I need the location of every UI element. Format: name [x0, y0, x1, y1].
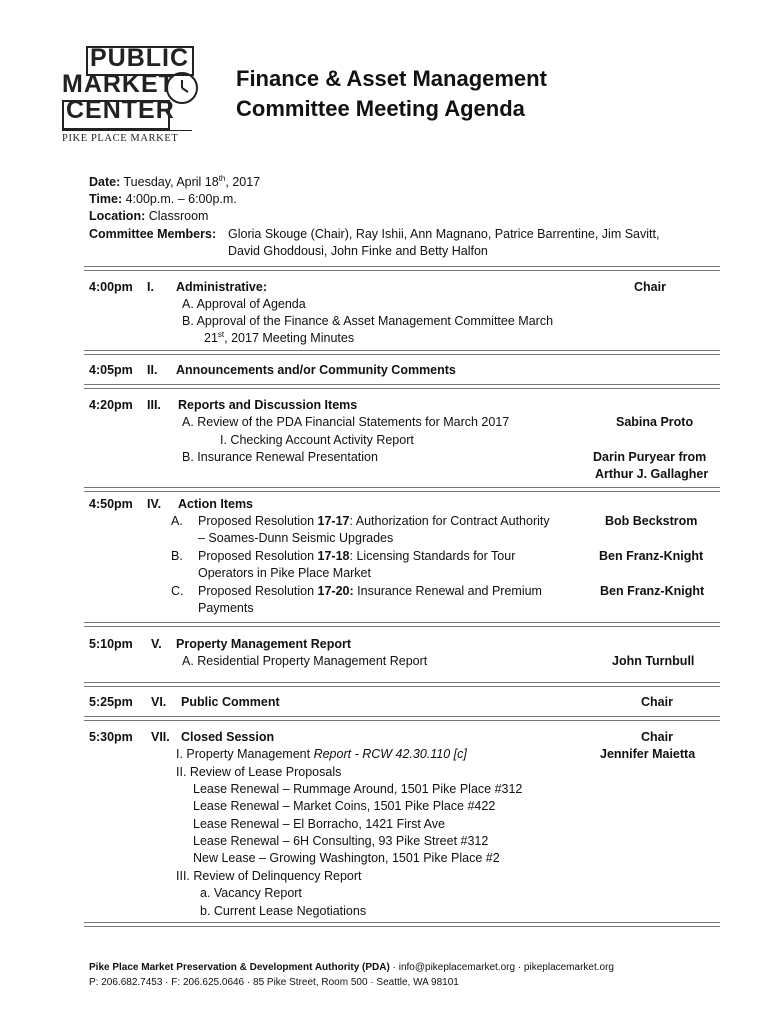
- sub-item-label: I. Property Management: [176, 747, 314, 761]
- sub-item-continued: [204, 330, 354, 347]
- meeting-location: [89, 208, 208, 225]
- resolution-prefix: Proposed Resolution: [198, 584, 318, 598]
- sub-item: B. Insurance Renewal Presentation: [182, 450, 378, 464]
- logo-word-public: PUBLIC: [90, 44, 190, 72]
- item-number: V.: [151, 637, 162, 651]
- time-value: 4:00p.m. – 6:00p.m.: [122, 192, 237, 206]
- logo-subtitle: PIKE PLACE MARKET: [62, 130, 192, 144]
- page-title: [236, 64, 547, 124]
- sub-item: A. Approval of Agenda: [182, 297, 306, 311]
- item-time: 5:30pm: [89, 730, 133, 744]
- item-presenter: Ben Franz-Knight: [600, 584, 705, 598]
- resolution-number: 17-18: [317, 549, 350, 563]
- sub-item: [198, 548, 515, 565]
- location-label: Location:: [89, 209, 146, 223]
- item-time: 4:50pm: [89, 497, 133, 511]
- sub-item-letter: B.: [171, 549, 183, 563]
- date-year: , 2017: [225, 175, 261, 189]
- item-heading: Public Comment: [181, 695, 280, 709]
- divider: [84, 266, 720, 271]
- item-presenter-continued: Arthur J. Gallagher: [595, 467, 709, 481]
- sub-item-continued: Operators in Pike Place Market: [198, 566, 371, 580]
- item-presenter: Bob Beckstrom: [605, 514, 698, 528]
- item-time: 5:10pm: [89, 637, 133, 651]
- meeting-date: [89, 174, 260, 191]
- clock-icon: [166, 72, 198, 104]
- date-label: Date:: [89, 175, 121, 189]
- sub-item: A. Review of the PDA Financial Statements for March 2017: [182, 415, 510, 429]
- item-time: 4:05pm: [89, 363, 133, 377]
- sub-sub-item: b. Current Lease Negotiations: [200, 904, 367, 918]
- logo-word-center: CENTER: [66, 96, 175, 124]
- members-label: Committee Members:: [89, 227, 217, 241]
- sub-sub-item: I. Checking Account Activity Report: [220, 433, 414, 447]
- lease-item: Lease Renewal – El Borracho, 1421 First Ave: [193, 817, 445, 831]
- resolution-title: Insurance Renewal and Premium: [353, 584, 542, 598]
- sub-item-continued: – Soames-Dunn Seismic Upgrades: [198, 531, 394, 545]
- sub-sub-item: a. Vacancy Report: [200, 886, 302, 900]
- minutes-day-sup: st: [217, 329, 225, 339]
- location-value: Classroom: [145, 209, 209, 223]
- meeting-time: [89, 191, 237, 208]
- sub-item: II. Review of Lease Proposals: [176, 765, 342, 779]
- lease-item: Lease Renewal – Market Coins, 1501 Pike Place #422: [193, 799, 496, 813]
- item-number: VI.: [151, 695, 167, 709]
- item-number: IV.: [147, 497, 162, 511]
- item-heading: Closed Session: [181, 730, 275, 744]
- item-presenter: Darin Puryear from: [593, 450, 707, 464]
- footer-line-2: P: 206.682.7453 · F: 206.625.0646 · 85 Pike Street, Room 500 · Seattle, WA 98101: [89, 977, 459, 988]
- sub-item-citation: Report - RCW 42.30.110 [c]: [313, 747, 467, 761]
- sub-item: [176, 746, 467, 763]
- sub-item: III. Review of Delinquency Report: [176, 869, 362, 883]
- sub-item: A. Residential Property Management Report: [182, 654, 428, 668]
- footer-line-1: [89, 962, 614, 973]
- divider: [84, 682, 720, 687]
- item-presenter: Chair: [634, 280, 666, 294]
- divider: [84, 716, 720, 721]
- title-line-1: Finance & Asset Management: [236, 66, 547, 91]
- item-heading: Reports and Discussion Items: [178, 398, 358, 412]
- item-number: VII.: [151, 730, 170, 744]
- item-time: 4:20pm: [89, 398, 133, 412]
- sub-item-letter: C.: [171, 584, 184, 598]
- minutes-day: 21: [204, 331, 218, 345]
- sub-item: [198, 513, 550, 530]
- item-presenter: Ben Franz-Knight: [599, 549, 704, 563]
- sub-item: [198, 583, 542, 600]
- resolution-number: 17-17: [317, 514, 350, 528]
- item-presenter-secondary: Jennifer Maietta: [600, 747, 696, 761]
- divider: [84, 487, 720, 492]
- resolution-title: : Authorization for Contract Authority: [349, 514, 550, 528]
- item-heading: Announcements and/or Community Comments: [176, 363, 456, 377]
- item-presenter: John Turnbull: [612, 654, 695, 668]
- date-value: Tuesday, April 18: [120, 175, 219, 189]
- lease-item: Lease Renewal – Rummage Around, 1501 Pike Place #312: [193, 782, 523, 796]
- logo-word-market: MARKET: [62, 70, 175, 98]
- item-presenter: Chair: [641, 730, 673, 744]
- item-presenter: Chair: [641, 695, 673, 709]
- members-line-1: Gloria Skouge (Chair), Ray Ishii, Ann Magnano, Patrice Barrentine, Jim Savitt,: [228, 227, 660, 241]
- date-sup: th: [218, 173, 226, 183]
- divider: [84, 350, 720, 355]
- divider: [84, 622, 720, 627]
- item-number: I.: [147, 280, 154, 294]
- resolution-title: : Licensing Standards for Tour: [349, 549, 516, 563]
- footer-contact: · info@pikeplacemarket.org · pikeplacemarket.org: [389, 962, 614, 973]
- resolution-number: 17-20:: [317, 584, 354, 598]
- sub-item: B. Approval of the Finance & Asset Management Committee March: [182, 314, 554, 328]
- item-heading: Property Management Report: [176, 637, 352, 651]
- item-heading: Action Items: [178, 497, 254, 511]
- footer-org: Pike Place Market Preservation & Development Authority (PDA): [89, 962, 390, 973]
- resolution-prefix: Proposed Resolution: [198, 549, 318, 563]
- item-number: II.: [147, 363, 158, 377]
- title-line-2: Committee Meeting Agenda: [236, 96, 525, 121]
- divider: [84, 922, 720, 927]
- resolution-prefix: Proposed Resolution: [198, 514, 318, 528]
- sub-item-letter: A.: [171, 514, 183, 528]
- item-time: 5:25pm: [89, 695, 133, 709]
- item-heading: Administrative:: [176, 280, 267, 294]
- lease-item: New Lease – Growing Washington, 1501 Pike Place #2: [193, 851, 500, 865]
- lease-item: Lease Renewal – 6H Consulting, 93 Pike Street #312: [193, 834, 489, 848]
- members-line-2: David Ghoddousi, John Finke and Betty Halfon: [228, 244, 488, 258]
- item-presenter: Sabina Proto: [616, 415, 694, 429]
- item-time: 4:00pm: [89, 280, 133, 294]
- divider: [84, 384, 720, 389]
- minutes-rest: , 2017 Meeting Minutes: [224, 331, 355, 345]
- pike-place-market-logo: [62, 44, 192, 154]
- item-number: III.: [147, 398, 161, 412]
- sub-item-continued: Payments: [198, 601, 254, 615]
- time-label: Time:: [89, 192, 123, 206]
